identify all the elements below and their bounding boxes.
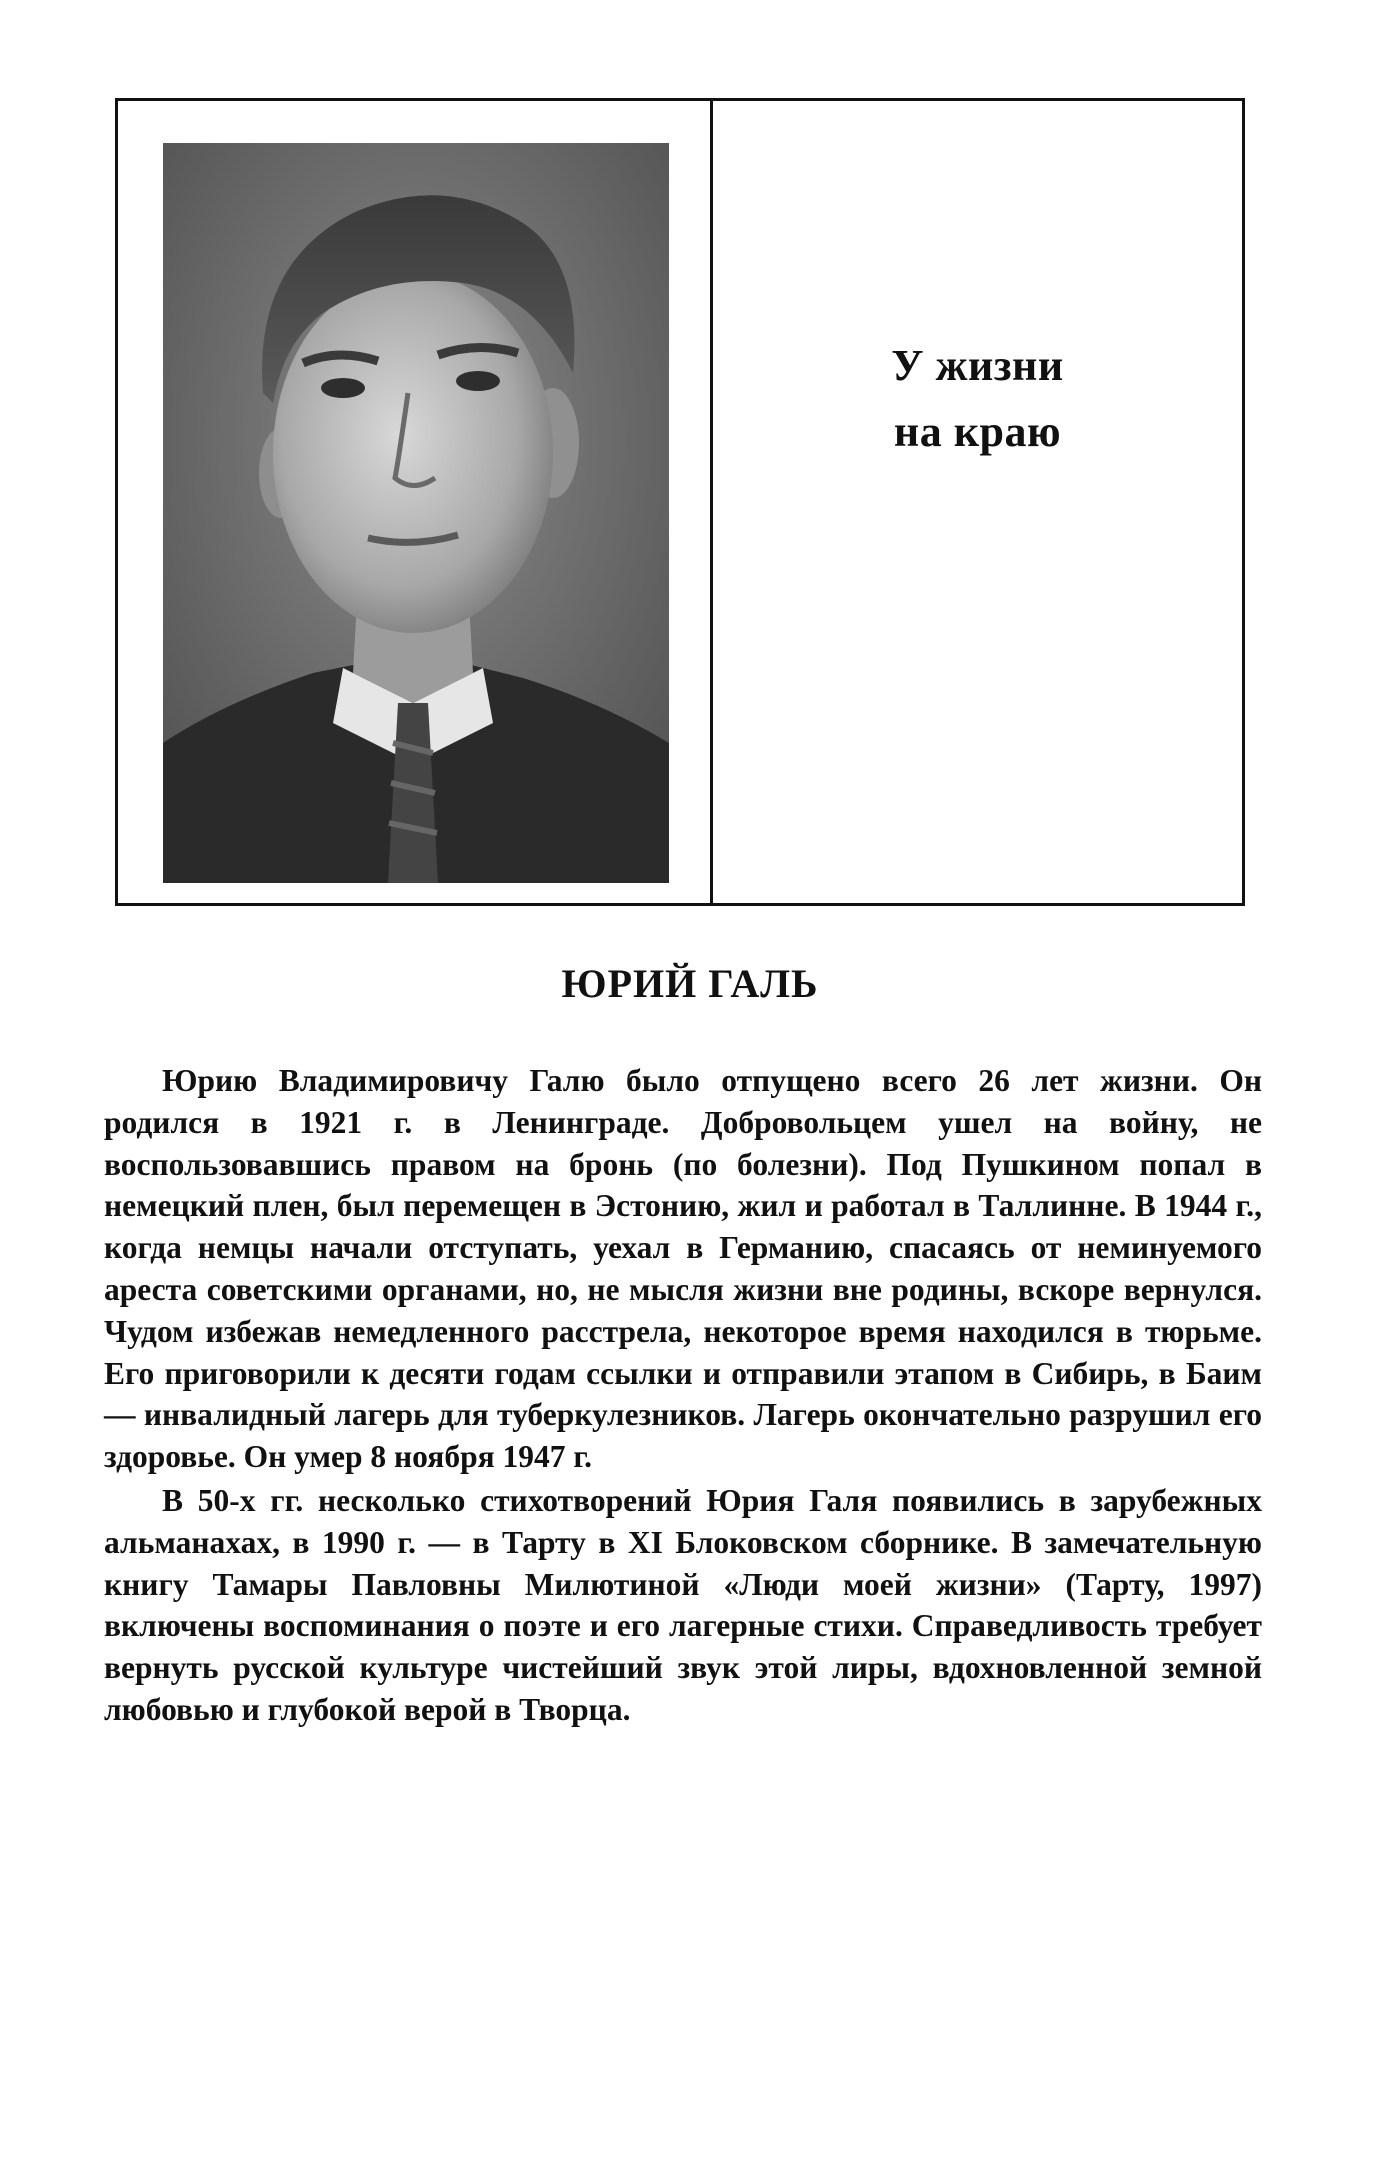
author-portrait-photo	[163, 143, 669, 883]
book-title-line-1: У жизни	[891, 341, 1064, 390]
title-frame	[115, 98, 1245, 906]
portrait-illustration	[163, 143, 669, 883]
biography-text	[104, 1060, 1262, 1731]
bio-paragraph-1: Юрию Владимировичу Галю было отпущено всего 26 лет жизни. Он родился в 1921 г. в Ленинграде. Добровольцем ушел на войну, не воспользовавшись правом на бронь (по болезни). Под Пушкином попал в немецкий плен, был перемещен в Эстонию, жил и работал в Таллинне. В 1944 г., когда немцы начали отступать, уехал в Германию, спасаясь от неминуемого ареста советскими органами, но, не мысля жизни вне родины, вскоре вернулся. Чудом избежав немедленного расстрела, некоторое время находился в тюрьме. Его приговорили к десяти годам ссылки и отправили этапом в Сибирь, в Баим — инвалидный лагерь для туберкулезников. Лагерь окончательно разрушил его здоровье. Он умер 8 ноября 1947 г.	[104, 1063, 1262, 1475]
author-name-heading: ЮРИЙ ГАЛЬ	[561, 961, 819, 1006]
title-panel	[713, 101, 1242, 903]
photo-panel	[118, 101, 713, 903]
book-title	[713, 333, 1242, 465]
bio-paragraph-2: В 50-х гг. несколько стихотворений Юрия Галя появились в зарубежных альманахах, в 1990 г. — в Тарту в XI Блоковском сборнике. В замечательную книгу Тамары Павловны Милютиной «Люди моей жизни» (Тарту, 1997) включены воспоминания о поэте и его лагерные стихи. Справедливость требует вернуть русской культуре чистейший звук этой лиры, вдохновленной земной любовью и глубокой верой в Творца.	[104, 1482, 1262, 1727]
book-title-line-2: на краю	[893, 407, 1062, 456]
